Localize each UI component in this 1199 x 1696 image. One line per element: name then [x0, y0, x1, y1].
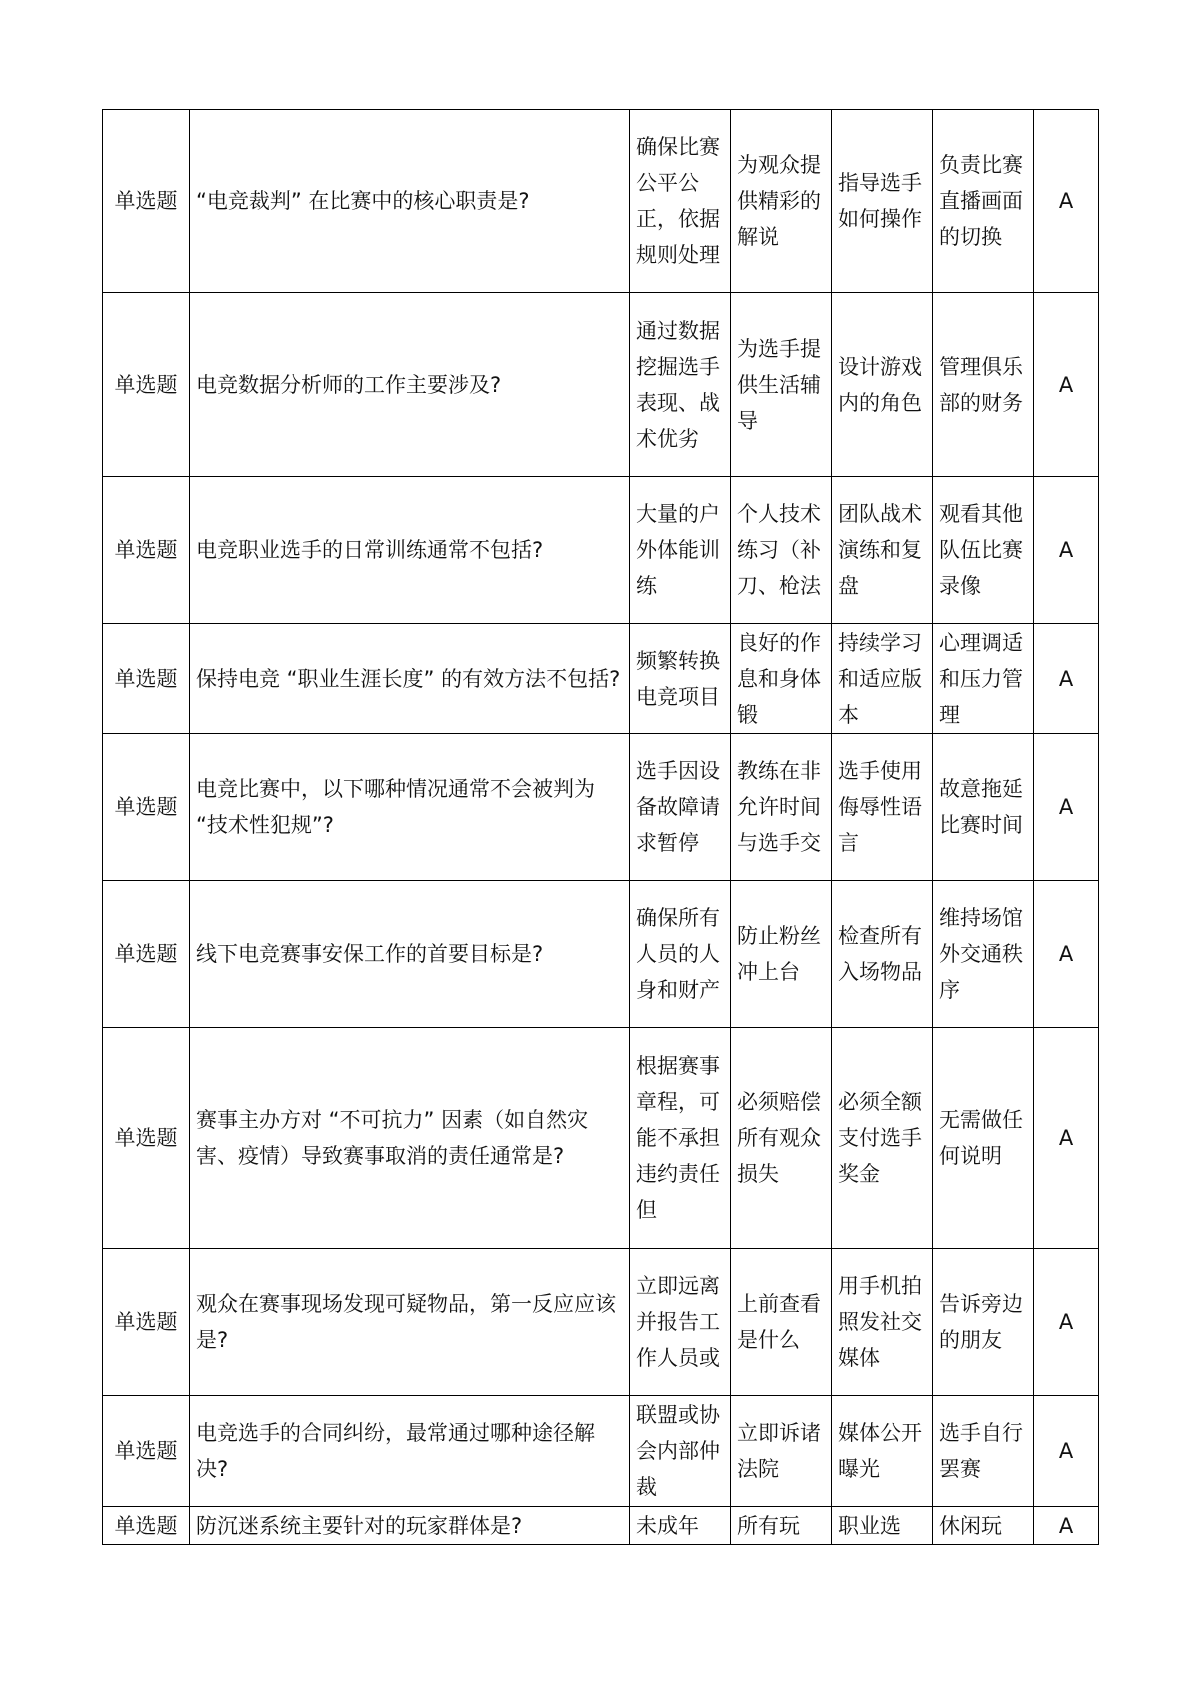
- option-d: 休闲玩: [933, 1507, 1034, 1545]
- option-b: 所有玩: [731, 1507, 832, 1545]
- table-row: [103, 734, 1099, 881]
- option-c: 用手机拍照发社交媒体: [832, 1249, 933, 1396]
- option-b: 防止粉丝冲上台: [731, 881, 832, 1028]
- question-type: 单选题: [103, 1249, 190, 1396]
- option-a: 未成年: [630, 1507, 731, 1545]
- option-d: 故意拖延比赛时间: [933, 734, 1034, 881]
- option-d: 告诉旁边的朋友: [933, 1249, 1034, 1396]
- option-c: 团队战术演练和复盘: [832, 477, 933, 624]
- option-c: 选手使用侮辱性语言: [832, 734, 933, 881]
- option-c: 检查所有入场物品: [832, 881, 933, 1028]
- table-row: [103, 477, 1099, 624]
- option-b: 个人技术练习（补刀、枪法: [731, 477, 832, 624]
- question-text: 保持电竞 “职业生涯长度” 的有效方法不包括?: [190, 624, 630, 734]
- option-b: 为观众提供精彩的解说: [731, 110, 832, 293]
- option-d: 维持场馆外交通秩序: [933, 881, 1034, 1028]
- answer: A: [1034, 293, 1099, 477]
- option-a: 立即远离并报告工作人员或: [630, 1249, 731, 1396]
- question-text: 电竞比赛中，以下哪种情况通常不会被判为 “技术性犯规”?: [190, 734, 630, 881]
- question-type: 单选题: [103, 1396, 190, 1507]
- answer: A: [1034, 477, 1099, 624]
- question-text: 观众在赛事现场发现可疑物品，第一反应应该是?: [190, 1249, 630, 1396]
- question-type: 单选题: [103, 1507, 190, 1545]
- table-row: [103, 881, 1099, 1028]
- question-text: 防沉迷系统主要针对的玩家群体是?: [190, 1507, 630, 1545]
- option-b: 必须赔偿所有观众损失: [731, 1028, 832, 1249]
- answer: A: [1034, 1249, 1099, 1396]
- option-a: 通过数据挖掘选手表现、战术优劣: [630, 293, 731, 477]
- table-row: [103, 110, 1099, 293]
- option-c: 必须全额支付选手奖金: [832, 1028, 933, 1249]
- option-d: 选手自行罢赛: [933, 1396, 1034, 1507]
- answer: A: [1034, 1507, 1099, 1545]
- option-c: 指导选手如何操作: [832, 110, 933, 293]
- option-a: 选手因设备故障请求暂停: [630, 734, 731, 881]
- question-text: 线下电竞赛事安保工作的首要目标是?: [190, 881, 630, 1028]
- option-a: 大量的户外体能训练: [630, 477, 731, 624]
- question-text: 电竞选手的合同纠纷，最常通过哪种途径解决?: [190, 1396, 630, 1507]
- question-text: 电竞职业选手的日常训练通常不包括?: [190, 477, 630, 624]
- table-row: [103, 293, 1099, 477]
- option-a: 根据赛事章程，可能不承担违约责任但: [630, 1028, 731, 1249]
- answer: A: [1034, 734, 1099, 881]
- question-type: 单选题: [103, 293, 190, 477]
- question-text: 赛事主办方对 “不可抗力” 因素（如自然灾害、疫情）导致赛事取消的责任通常是?: [190, 1028, 630, 1249]
- table-row: [103, 1249, 1099, 1396]
- table-row: [103, 1396, 1099, 1507]
- quiz-table: [102, 109, 1099, 1545]
- option-b: 立即诉诸法院: [731, 1396, 832, 1507]
- option-a: 确保比赛公平公正，依据规则处理: [630, 110, 731, 293]
- option-d: 观看其他队伍比赛录像: [933, 477, 1034, 624]
- option-d: 无需做任何说明: [933, 1028, 1034, 1249]
- question-type: 单选题: [103, 734, 190, 881]
- table-row: [103, 624, 1099, 734]
- option-c: 持续学习和适应版本: [832, 624, 933, 734]
- option-a: 联盟或协会内部仲裁: [630, 1396, 731, 1507]
- table-row: [103, 1028, 1099, 1249]
- question-type: 单选题: [103, 477, 190, 624]
- question-text: “电竞裁判” 在比赛中的核心职责是?: [190, 110, 630, 293]
- answer: A: [1034, 624, 1099, 734]
- option-a: 确保所有人员的人身和财产: [630, 881, 731, 1028]
- answer: A: [1034, 1396, 1099, 1507]
- option-a: 频繁转换电竞项目: [630, 624, 731, 734]
- option-b: 为选手提供生活辅导: [731, 293, 832, 477]
- option-c: 职业选: [832, 1507, 933, 1545]
- option-d: 负责比赛直播画面的切换: [933, 110, 1034, 293]
- question-type: 单选题: [103, 624, 190, 734]
- answer: A: [1034, 1028, 1099, 1249]
- option-b: 良好的作息和身体锻: [731, 624, 832, 734]
- option-b: 上前查看是什么: [731, 1249, 832, 1396]
- option-b: 教练在非允许时间与选手交: [731, 734, 832, 881]
- option-d: 管理俱乐部的财务: [933, 293, 1034, 477]
- table-row: [103, 1507, 1099, 1545]
- answer: A: [1034, 110, 1099, 293]
- question-text: 电竞数据分析师的工作主要涉及?: [190, 293, 630, 477]
- question-type: 单选题: [103, 881, 190, 1028]
- answer: A: [1034, 881, 1099, 1028]
- question-type: 单选题: [103, 110, 190, 293]
- option-c: 媒体公开曝光: [832, 1396, 933, 1507]
- option-c: 设计游戏内的角色: [832, 293, 933, 477]
- option-d: 心理调适和压力管理: [933, 624, 1034, 734]
- question-type: 单选题: [103, 1028, 190, 1249]
